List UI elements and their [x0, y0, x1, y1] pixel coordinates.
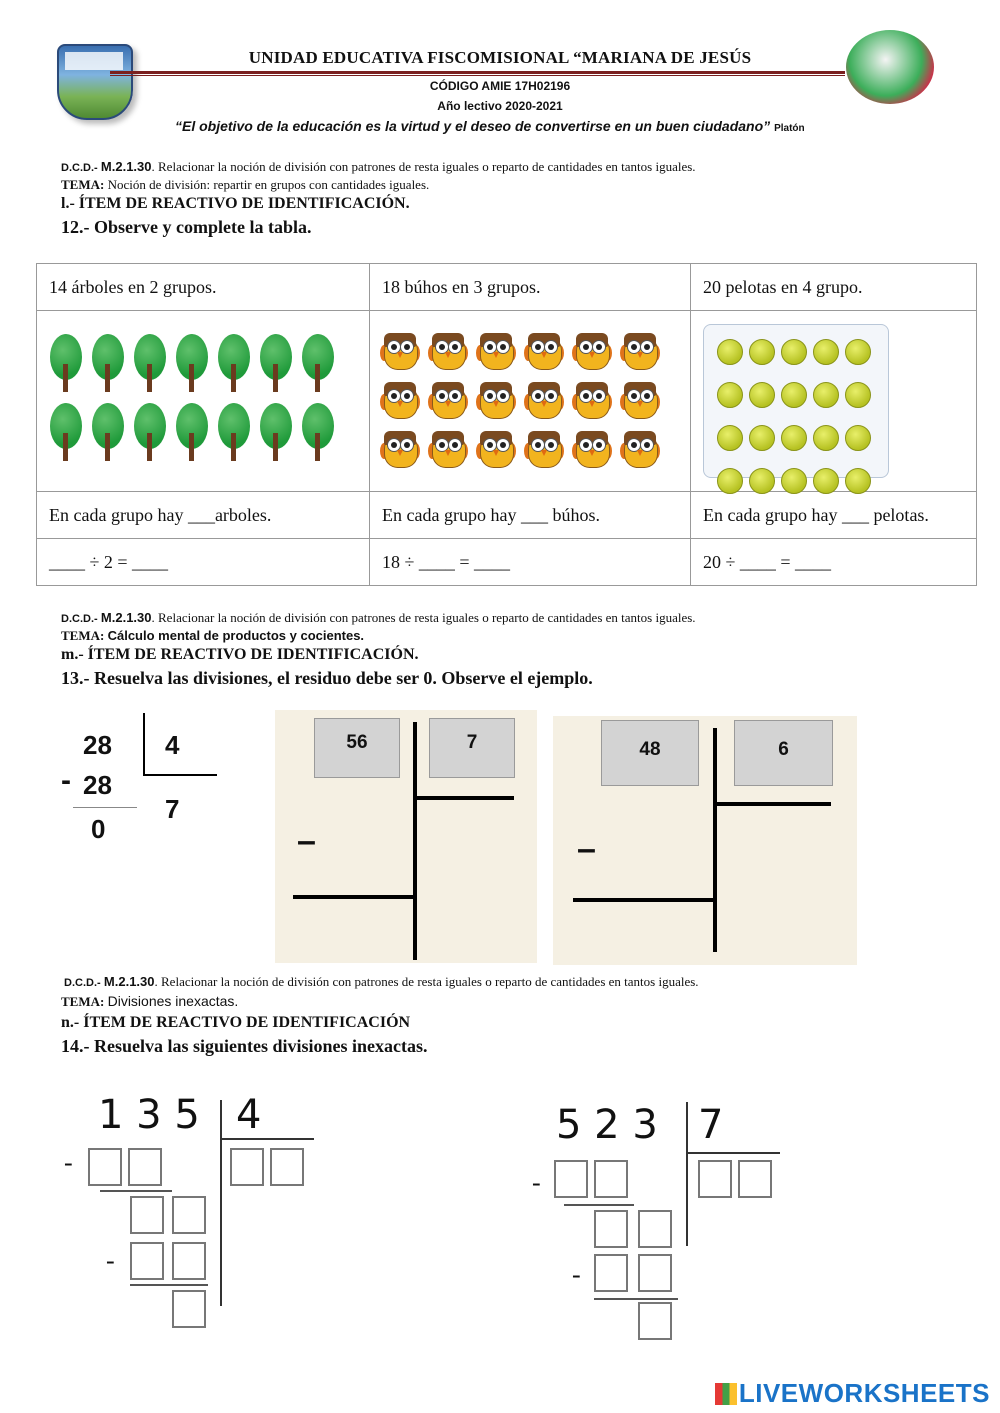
- balls-picture: [691, 311, 977, 492]
- quotient-box[interactable]: [230, 1148, 264, 1186]
- tema-text: Cálculo mental de productos y cocientes.: [107, 628, 365, 643]
- school-title: UNIDAD EDUCATIVA FISCOMISIONAL “MARIANA DE JESÚS: [248, 48, 752, 67]
- dcd-code: M.2.1.30: [100, 159, 152, 174]
- answer-box[interactable]: [638, 1210, 672, 1248]
- answer-box[interactable]: [638, 1254, 672, 1292]
- example-quotient: 7: [165, 794, 180, 824]
- item-title: n.- ÍTEM DE REACTIVO DE IDENTIFICACIÓN: [61, 1014, 411, 1031]
- owl-icon: [428, 429, 468, 467]
- dcd-line: [61, 159, 696, 175]
- logo-text: LIVEWORKSHEETS: [738, 1378, 990, 1408]
- ball-icon: [845, 382, 871, 408]
- remainder-input[interactable]: [603, 908, 703, 958]
- minus-sign: –: [297, 822, 316, 860]
- equation-owls[interactable]: 18 ÷ ____ = ____: [370, 539, 691, 586]
- owl-icon: [428, 380, 468, 418]
- example-dividend: 28: [83, 730, 112, 760]
- trees-row-2: [45, 403, 361, 468]
- ball-icon: [813, 339, 839, 365]
- example-division-bar: [143, 713, 145, 775]
- answer-box[interactable]: [594, 1160, 628, 1198]
- division-exercise-2: [553, 716, 857, 965]
- quotient-input[interactable]: [425, 804, 515, 884]
- owl-icon: [428, 331, 468, 369]
- divisor-box: 7: [429, 718, 515, 778]
- answer-box[interactable]: [88, 1148, 122, 1186]
- owl-icon: [572, 331, 612, 369]
- ball-icon: [813, 468, 839, 494]
- answer-box[interactable]: [130, 1242, 164, 1280]
- header-cell-trees: 14 árboles en 2 grupos.: [37, 264, 370, 311]
- header-rule-thin: [110, 75, 845, 76]
- division-bar-vertical: [713, 728, 717, 952]
- ball-icon: [717, 339, 743, 365]
- dcd-code: M.2.1.30: [100, 610, 152, 625]
- inexact-division-2: [530, 1096, 800, 1346]
- owls-row-2: [376, 380, 684, 423]
- example-minus: -: [61, 764, 71, 797]
- header-cell-balls: 20 pelotas en 4 grupo.: [691, 264, 977, 311]
- ball-icon: [749, 468, 775, 494]
- ball-icon: [749, 382, 775, 408]
- owl-icon: [620, 380, 660, 418]
- subtraction-line: [564, 1204, 634, 1206]
- quotient-line: [222, 1138, 314, 1140]
- tree-icon: [217, 334, 251, 394]
- question-12: 12.- Observe y complete la tabla.: [61, 217, 312, 237]
- owl-icon: [380, 429, 420, 467]
- tema-text: Noción de división: repartir en grupos con cantidades iguales.: [107, 177, 430, 192]
- ball-icon: [749, 425, 775, 451]
- owl-icon: [572, 380, 612, 418]
- ball-icon: [845, 468, 871, 494]
- quote: [175, 118, 805, 134]
- tree-icon: [259, 403, 293, 463]
- division-example: [55, 710, 235, 850]
- tree-icon: [175, 403, 209, 463]
- subtraction-line: [594, 1298, 678, 1300]
- answer-box[interactable]: [638, 1302, 672, 1340]
- ball-icon: [813, 425, 839, 451]
- tree-icon: [91, 403, 125, 463]
- quotient-input[interactable]: [725, 812, 825, 892]
- tema-text: Divisiones inexactas.: [107, 993, 239, 1009]
- division-bar-vertical: [220, 1100, 222, 1306]
- quotient-box[interactable]: [270, 1148, 304, 1186]
- answer-box[interactable]: [128, 1148, 162, 1186]
- divisor-box: 6: [734, 720, 833, 786]
- owls-row-3: [376, 429, 684, 472]
- owl-icon: [476, 380, 516, 418]
- answer-box[interactable]: [594, 1254, 628, 1292]
- tree-icon: [217, 403, 251, 463]
- division-bar-vertical: [686, 1102, 688, 1246]
- owl-icon: [620, 331, 660, 369]
- answer-box[interactable]: [130, 1196, 164, 1234]
- dcd-label: D.C.D.-: [64, 977, 101, 989]
- example-rule: [73, 807, 137, 808]
- dcd-text: . Relacionar la noción de división con patrones de resta iguales o reparto de cantidades en tantos iguales.: [154, 974, 699, 989]
- dcd-label: D.C.D.-: [61, 162, 98, 174]
- amie-code: CÓDIGO AMIE 17H02196: [429, 79, 571, 93]
- example-division-bar: [143, 774, 217, 776]
- school-emblem: [846, 30, 936, 106]
- logo-icon: [715, 1383, 737, 1405]
- divisor: 4: [236, 1092, 262, 1138]
- school-year: Año lectivo 2020-2021: [437, 99, 563, 113]
- tema-line: [61, 993, 238, 1010]
- owls-row-1: [376, 331, 684, 374]
- dcd-text: . Relacionar la noción de división con patrones de resta iguales o reparto de cantidades en tantos iguales.: [151, 159, 696, 174]
- liveworksheets-logo: [715, 1378, 990, 1409]
- ball-icon: [845, 425, 871, 451]
- owl-icon: [572, 429, 612, 467]
- header-cell-owls: 18 búhos en 3 grupos.: [370, 264, 691, 311]
- owl-icon: [524, 380, 564, 418]
- equation-balls[interactable]: 20 ÷ ____ = ____: [691, 539, 977, 586]
- minus-sign: -: [64, 1148, 73, 1177]
- ball-icon: [717, 425, 743, 451]
- answer-box[interactable]: [172, 1290, 206, 1328]
- tree-icon: [301, 334, 335, 394]
- owl-icon: [524, 429, 564, 467]
- division-exercise-1: [275, 710, 537, 963]
- question-14: 14.- Resuelva las siguientes divisiones inexactas.: [61, 1036, 428, 1056]
- item-title: m.- ÍTEM DE REACTIVO DE IDENTIFICACIÓN.: [61, 646, 419, 663]
- tema-label: TEMA:: [61, 177, 105, 192]
- quotient-box[interactable]: [738, 1160, 772, 1198]
- question-13: 13.- Resuelva las divisiones, el residuo debe ser 0. Observe el ejemplo.: [61, 668, 593, 688]
- dcd-label: D.C.D.-: [61, 613, 98, 625]
- minus-sign: -: [106, 1246, 115, 1275]
- ball-icon: [845, 339, 871, 365]
- tema-line: [61, 177, 429, 193]
- example-divisor: 4: [165, 730, 180, 760]
- quote-author: Platón: [774, 123, 805, 134]
- minus-sign: –: [577, 830, 596, 868]
- dividend: 1 3 5: [98, 1092, 200, 1138]
- division-bar-vertical: [413, 722, 417, 960]
- ball-icon: [781, 339, 807, 365]
- remainder-line: [293, 895, 415, 899]
- example-remainder: 0: [91, 814, 106, 844]
- tema-line: [61, 628, 364, 644]
- dcd-code: M.2.1.30: [103, 974, 155, 989]
- answer-box[interactable]: [172, 1242, 206, 1280]
- ball-icon: [813, 382, 839, 408]
- dividend-box: 56: [314, 718, 400, 778]
- header-rule: [110, 71, 845, 74]
- tree-icon: [49, 403, 83, 463]
- tree-icon: [133, 334, 167, 394]
- dividend-box: 48: [601, 720, 699, 786]
- owl-icon: [380, 380, 420, 418]
- answer-box[interactable]: [172, 1196, 206, 1234]
- ball-icon: [781, 468, 807, 494]
- ball-icon: [781, 382, 807, 408]
- ball-icon: [717, 382, 743, 408]
- sentence-balls[interactable]: En cada grupo hay ___ pelotas.: [691, 492, 977, 539]
- subtraction-line: [130, 1284, 208, 1286]
- owl-icon: [620, 429, 660, 467]
- dcd-line: [61, 610, 696, 626]
- trees-picture: [37, 311, 370, 492]
- ball-icon: [749, 339, 775, 365]
- minus-sign: -: [532, 1168, 541, 1197]
- dcd-line: [64, 974, 699, 990]
- dcd-text: . Relacionar la noción de división con patrones de resta iguales o reparto de cantidades en tantos iguales.: [151, 610, 696, 625]
- sentence-owls[interactable]: En cada grupo hay ___ búhos.: [370, 492, 691, 539]
- quote-text: “El objetivo de la educación es la virtud y el deseo de convertirse en un buen ciudadano”: [175, 118, 771, 134]
- owl-icon: [476, 429, 516, 467]
- sentence-trees[interactable]: En cada grupo hay ___arboles.: [37, 492, 370, 539]
- tree-icon: [133, 403, 167, 463]
- tree-icon: [301, 403, 335, 463]
- owl-icon: [524, 331, 564, 369]
- remainder-input[interactable]: [315, 906, 405, 956]
- item-title: l.- ÍTEM DE REACTIVO DE IDENTIFICACIÓN.: [61, 195, 410, 212]
- owl-icon: [380, 331, 420, 369]
- minus-sign: -: [572, 1260, 581, 1289]
- owl-icon: [476, 331, 516, 369]
- tree-icon: [259, 334, 293, 394]
- worksheet-table: [36, 263, 977, 586]
- tree-icon: [175, 334, 209, 394]
- example-subtract: 28: [83, 770, 112, 800]
- quotient-line: [717, 802, 831, 806]
- tema-label: TEMA:: [61, 994, 105, 1009]
- subtract-input[interactable]: [603, 816, 703, 896]
- ball-icon: [717, 468, 743, 494]
- dividend: 5 2 3: [556, 1102, 658, 1148]
- equation-trees[interactable]: ____ ÷ 2 = ____: [37, 539, 370, 586]
- answer-box[interactable]: [594, 1210, 628, 1248]
- balls-box: [703, 324, 889, 478]
- subtract-input[interactable]: [315, 810, 405, 890]
- tree-icon: [91, 334, 125, 394]
- answer-box[interactable]: [554, 1160, 588, 1198]
- trees-row-1: [45, 334, 361, 399]
- tema-label: TEMA:: [61, 628, 105, 643]
- quotient-line: [417, 796, 514, 800]
- tree-icon: [49, 334, 83, 394]
- owls-picture: [370, 311, 691, 492]
- inexact-division-1: [60, 1090, 330, 1340]
- remainder-line: [573, 898, 715, 902]
- ball-icon: [781, 425, 807, 451]
- subtraction-line: [100, 1190, 172, 1192]
- quotient-box[interactable]: [698, 1160, 732, 1198]
- quotient-line: [688, 1152, 780, 1154]
- divisor: 7: [698, 1102, 724, 1148]
